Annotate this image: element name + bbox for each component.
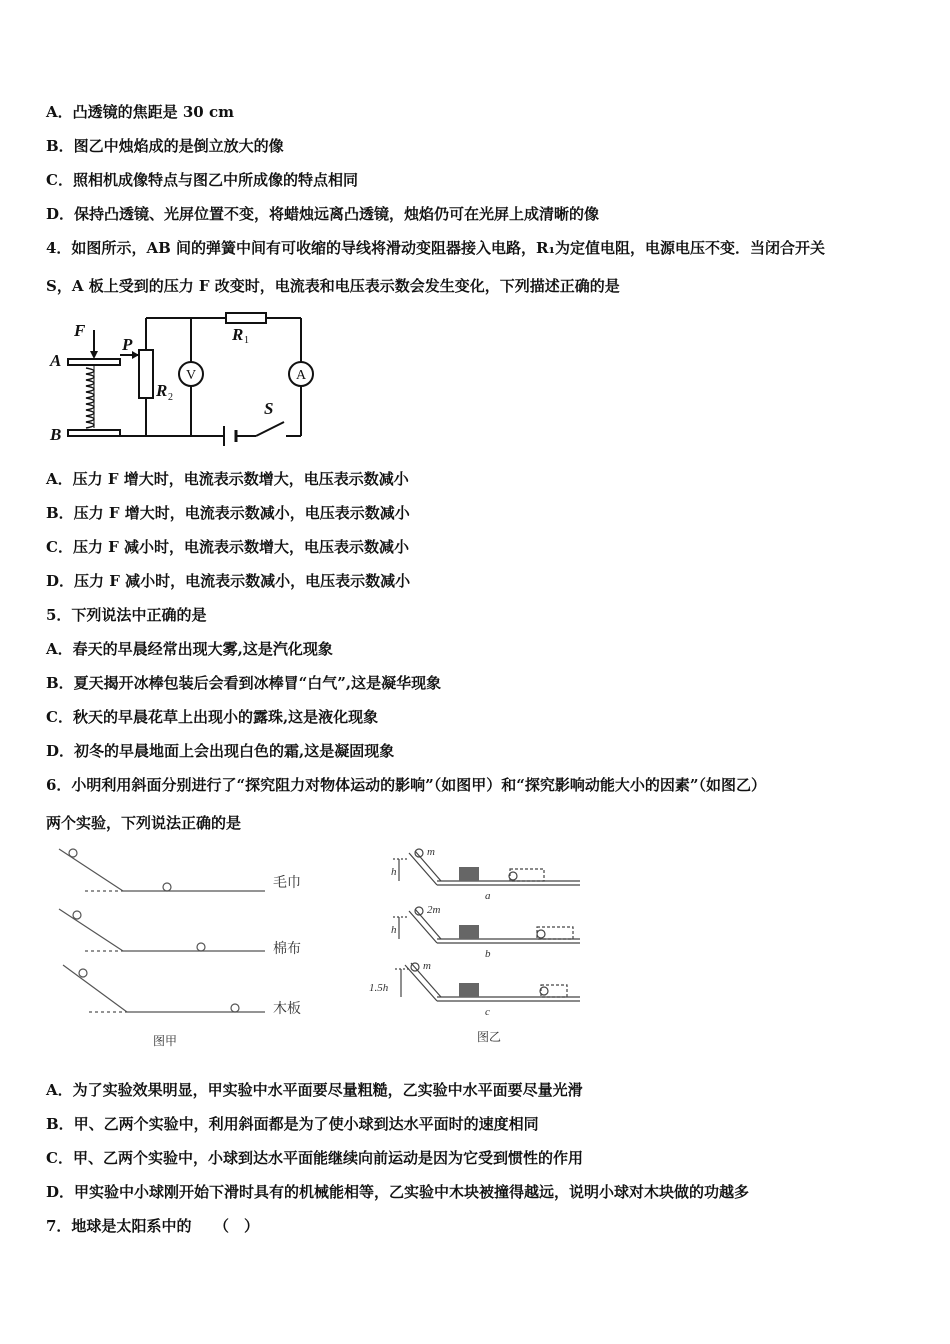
height-label-a: h — [391, 866, 397, 878]
q6-option-a: A．为了实验效果明显，甲实验中水平面要尽量粗糙，乙实验中水平面要尽量光滑 — [46, 1081, 583, 1099]
label-R1: R — [232, 325, 244, 344]
q3-option-d: D．保持凸透镜、光屏位置不变，将蜡烛远离凸透镜，烛焰仍可在光屏上成清晰的像 — [46, 205, 600, 223]
q5-stem: 5．下列说法中正确的是 — [46, 606, 207, 624]
q4-circuit-figure — [46, 310, 326, 450]
label-R1-sub: 1 — [244, 335, 249, 346]
label-S: S — [264, 399, 274, 418]
q4-stem-line2: S，A 板上受到的压力 F 改变时，电流表和电压表示数会发生变化，下列描述正确的是 — [46, 277, 620, 295]
q5-option-c: C．秋天的早晨花草上出现小的露珠,这是液化现象 — [46, 708, 379, 726]
q4-option-a: A．压力 F 增大时，电流表示数增大，电压表示数减小 — [46, 470, 409, 488]
q6-stem-line1: 6．小明利用斜面分别进行了“探究阻力对物体运动的影响”（如图甲）和“探究影响动能大小的因素”（如图乙） — [46, 776, 766, 794]
q3-option-b: B．图乙中烛焰成的是倒立放大的像 — [46, 137, 284, 155]
figure-yi-caption: 图乙 — [477, 1030, 502, 1044]
sub-label-a: a — [485, 890, 491, 902]
q6-figure-yi — [365, 845, 590, 1050]
q4-option-d: D．压力 F 减小时，电流表示数减小，电压表示数减小 — [46, 572, 411, 590]
q6-option-c: C．甲、乙两个实验中，小球到达水平面能继续向前运动是因为它受到惯性的作用 — [46, 1149, 583, 1167]
label-F: F — [74, 321, 86, 340]
figure-jia-caption: 图甲 — [153, 1034, 178, 1048]
sub-label-b: b — [485, 948, 491, 960]
surface-label-board: 木板 — [273, 1002, 301, 1017]
mass-label-c: m — [423, 960, 431, 972]
q6-stem-line2: 两个实验，下列说法正确的是 — [46, 814, 242, 832]
q6-option-b: B．甲、乙两个实验中，利用斜面都是为了使小球到达水平面时的速度相同 — [46, 1115, 539, 1133]
label-P: P — [122, 335, 133, 354]
surface-label-towel: 毛巾 — [273, 876, 301, 891]
height-label-b: h — [391, 924, 397, 936]
q5-option-a: A．春天的早晨经常出现大雾,这是汽化现象 — [46, 640, 333, 658]
q6-figure-jia — [55, 845, 325, 1050]
voltmeter-label: V — [185, 368, 197, 383]
ammeter-label: A — [295, 368, 307, 383]
q4-option-b: B．压力 F 增大时，电流表示数减小，电压表示数减小 — [46, 504, 410, 522]
label-R2: R — [156, 381, 168, 400]
q4-stem-line1: 4．如图所示，AB 间的弹簧中间有可收缩的导线将滑动变阻器接入电路，R₁为定值电阻，电源电压不变．当闭合开关 — [46, 239, 826, 257]
q3-option-c: C．照相机成像特点与图乙中所成像的特点相同 — [46, 171, 358, 189]
q4-option-c: C．压力 F 减小时，电流表示数增大，电压表示数减小 — [46, 538, 410, 556]
label-B: B — [50, 425, 62, 444]
mass-label-b: 2m — [427, 904, 441, 916]
q5-option-b: B．夏天揭开冰棒包装后会看到冰棒冒“白气”,这是凝华现象 — [46, 674, 442, 692]
label-R2-sub: 2 — [168, 392, 173, 403]
height-label-c: 1.5h — [369, 982, 389, 994]
q6-option-d: D．甲实验中小球刚开始下滑时具有的机械能相等，乙实验中木块被撞得越远，说明小球对木块做的功越多 — [46, 1183, 750, 1201]
q3-option-a: A．凸透镜的焦距是 30 cm — [46, 103, 234, 121]
sub-label-c: c — [485, 1006, 490, 1018]
q5-option-d: D．初冬的早晨地面上会出现白色的霜,这是凝固现象 — [46, 742, 395, 760]
surface-label-cotton: 棉布 — [273, 942, 301, 957]
label-A: A — [50, 351, 62, 370]
q7-stem: 7．地球是太阳系中的 （ ） — [46, 1217, 259, 1235]
mass-label-a: m — [427, 846, 435, 858]
